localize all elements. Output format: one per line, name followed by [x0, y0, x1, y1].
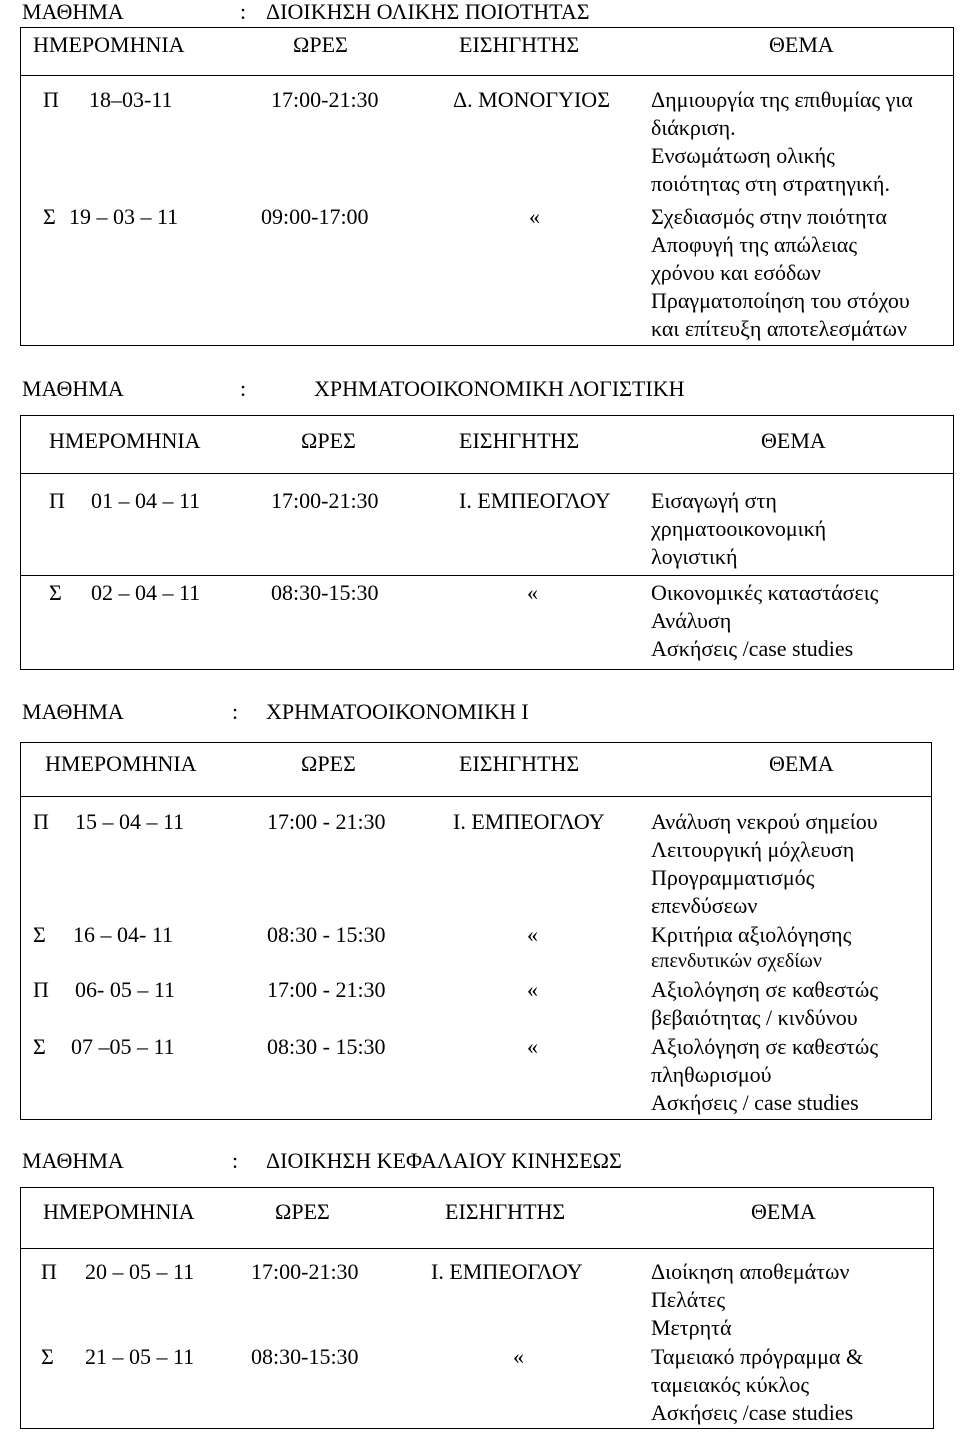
row-divider [21, 575, 953, 576]
lecturer-cell: « [513, 1344, 524, 1369]
header-topic: ΘΕΜΑ [769, 751, 834, 776]
header-divider [21, 796, 931, 797]
lecturer-cell: « [527, 922, 538, 947]
date-cell: 19 – 03 – 11 [69, 204, 179, 229]
lecturer-cell: « [527, 977, 538, 1002]
header-topic: ΘΕΜΑ [751, 1199, 816, 1224]
topic-line: επενδυτικών σχεδίων [651, 950, 822, 972]
course-colon: : [232, 699, 239, 724]
schedule-table [20, 1187, 934, 1429]
topic-cell [651, 808, 878, 920]
topic-line: Πελάτες [651, 1287, 726, 1312]
lecturer-cell: Δ. ΜΟΝΟΓΥΙΟΣ [453, 87, 610, 112]
topic-line: Ταμειακό πρόγραμμα & [651, 1344, 864, 1369]
lecturer-cell: « [527, 1034, 538, 1059]
topic-cell [651, 203, 910, 343]
date-cell: 20 – 05 – 11 [85, 1259, 195, 1284]
topic-line: Ανάλυση νεκρού σημείου [651, 809, 878, 834]
hours-cell: 17:00-21:30 [251, 1259, 359, 1284]
topic-line: χρηματοοικονομική [651, 516, 827, 541]
lecturer-cell: « [529, 204, 540, 229]
hours-cell: 09:00-17:00 [261, 204, 369, 229]
topic-line: ταμειακός κύκλος [651, 1372, 810, 1397]
day-cell: Σ [41, 1344, 54, 1369]
header-divider [21, 473, 953, 474]
header-date: ΗΜΕΡΟΜΗΝΙΑ [49, 428, 201, 453]
date-cell: 07 –05 – 11 [71, 1034, 175, 1059]
course-subject: ΧΡΗΜΑΤΟΟΙΚΟΝΟΜΙΚΗ ΛΟΓΙΣΤΙΚΗ [314, 376, 685, 401]
course-title [22, 698, 922, 726]
topic-line: επενδύσεων [651, 893, 758, 918]
header-topic: ΘΕΜΑ [761, 428, 826, 453]
date-cell: 16 – 04- 11 [73, 922, 174, 947]
header-date: ΗΜΕΡΟΜΗΝΙΑ [33, 32, 185, 57]
course-label: ΜΑΘΗΜΑ [22, 376, 124, 401]
topic-line: Λειτουργική μόχλευση [651, 837, 855, 862]
topic-line: Ασκήσεις /case studies [651, 636, 854, 661]
topic-cell [651, 487, 826, 571]
hours-cell: 08:30-15:30 [251, 1344, 359, 1369]
topic-line: Κριτήρια αξιολόγησης [651, 922, 852, 947]
date-cell: 15 – 04 – 11 [75, 809, 185, 834]
course-subject: ΔΙΟΙΚΗΣΗ ΟΛΙΚΗΣ ΠΟΙΟΤΗΤΑΣ [266, 0, 590, 24]
topic-cell [651, 86, 913, 198]
header-hours: ΩΡΕΣ [301, 428, 356, 453]
topic-line: Σχεδιασμός στην ποιότητα [651, 204, 887, 229]
topic-line: Ενσωμάτωση ολικής [651, 143, 835, 168]
topic-line: Αξιολόγηση σε καθεστώς [651, 1034, 879, 1059]
topic-line: και επίτευξη αποτελεσμάτων [651, 316, 907, 341]
topic-line: βεβαιότητας / κινδύνου [651, 1005, 858, 1030]
topic-line: Διοίκηση αποθεμάτων [651, 1259, 850, 1284]
course-label: ΜΑΘΗΜΑ [22, 699, 124, 724]
header-topic: ΘΕΜΑ [769, 32, 834, 57]
hours-cell: 17:00-21:30 [271, 488, 379, 513]
header-hours: ΩΡΕΣ [301, 751, 356, 776]
header-date: ΗΜΕΡΟΜΗΝΙΑ [45, 751, 197, 776]
schedule-table [20, 415, 954, 670]
course-title [22, 0, 922, 26]
course-title [22, 1147, 922, 1175]
topic-line: Ανάλυση [651, 608, 732, 633]
topic-line: Δημιουργία της επιθυμίας για [651, 87, 913, 112]
lecturer-cell: Ι. ΕΜΠΕΟΓΛΟΥ [453, 809, 605, 834]
header-lecturer: ΕΙΣΗΓΗΤΗΣ [445, 1199, 566, 1224]
day-cell: Π [33, 809, 49, 834]
day-cell: Π [43, 87, 59, 112]
topic-line: χρόνου και εσόδων [651, 260, 821, 285]
topic-cell [651, 1343, 863, 1427]
day-cell: Π [33, 977, 49, 1002]
course-subject: ΧΡΗΜΑΤΟΟΙΚΟΝΟΜΙΚΗ Ι [266, 699, 529, 724]
topic-line: Εισαγωγή στη [651, 488, 777, 513]
hours-cell: 08:30 - 15:30 [267, 1034, 386, 1059]
topic-line: πληθωρισμού [651, 1062, 772, 1087]
schedule-table [20, 27, 954, 346]
header-date: ΗΜΕΡΟΜΗΝΙΑ [43, 1199, 195, 1224]
header-divider [21, 75, 953, 76]
header-divider [21, 1248, 933, 1249]
date-cell: 02 – 04 – 11 [91, 580, 201, 605]
topic-line: Ασκήσεις /case studies [651, 1400, 854, 1425]
topic-cell [651, 976, 878, 1032]
table-header [21, 30, 953, 60]
topic-line: διάκριση. [651, 115, 736, 140]
lecturer-cell: « [527, 580, 538, 605]
day-cell: Σ [43, 204, 56, 229]
topic-cell [651, 579, 878, 663]
header-lecturer: ΕΙΣΗΓΗΤΗΣ [459, 751, 580, 776]
topic-cell [651, 1033, 878, 1117]
table-header [21, 1197, 933, 1227]
topic-line: ποιότητας στη στρατηγική. [651, 171, 890, 196]
course-colon: : [232, 1148, 239, 1173]
header-hours: ΩΡΕΣ [275, 1199, 330, 1224]
course-subject: ΔΙΟΙΚΗΣΗ ΚΕΦΑΛΑΙΟΥ ΚΙΝΗΣΕΩΣ [266, 1148, 622, 1173]
hours-cell: 17:00 - 21:30 [267, 809, 386, 834]
topic-line: Προγραμματισμός [651, 865, 815, 890]
table-header [21, 749, 931, 779]
topic-cell [651, 1258, 849, 1342]
day-cell: Π [49, 488, 65, 513]
table-header [21, 426, 953, 456]
topic-line: Πραγματοποίηση του στόχου [651, 288, 910, 313]
lecturer-cell: Ι. ΕΜΠΕΟΓΛΟΥ [459, 488, 611, 513]
topic-line: Μετρητά [651, 1315, 732, 1340]
course-title [22, 375, 922, 403]
hours-cell: 17:00-21:30 [271, 87, 379, 112]
hours-cell: 08:30-15:30 [271, 580, 379, 605]
day-cell: Σ [33, 1034, 46, 1059]
header-hours: ΩΡΕΣ [293, 32, 348, 57]
hours-cell: 08:30 - 15:30 [267, 922, 386, 947]
lecturer-cell: Ι. ΕΜΠΕΟΓΛΟΥ [431, 1259, 583, 1284]
date-cell: 01 – 04 – 11 [91, 488, 201, 513]
day-cell: Σ [49, 580, 62, 605]
topic-line: Ασκήσεις / case studies [651, 1090, 859, 1115]
topic-cell [651, 921, 851, 975]
course-colon: : [240, 0, 247, 24]
header-lecturer: ΕΙΣΗΓΗΤΗΣ [459, 428, 580, 453]
date-cell: 06- 05 – 11 [75, 977, 176, 1002]
topic-line: λογιστική [651, 544, 738, 569]
topic-line: Αξιολόγηση σε καθεστώς [651, 977, 879, 1002]
schedule-table [20, 742, 932, 1120]
topic-line: Αποφυγή της απώλειας [651, 232, 858, 257]
hours-cell: 17:00 - 21:30 [267, 977, 386, 1002]
date-cell: 21 – 05 – 11 [85, 1344, 195, 1369]
course-label: ΜΑΘΗΜΑ [22, 0, 124, 24]
header-lecturer: ΕΙΣΗΓΗΤΗΣ [459, 32, 580, 57]
course-label: ΜΑΘΗΜΑ [22, 1148, 124, 1173]
date-cell: 18–03-11 [89, 87, 173, 112]
course-colon: : [240, 376, 247, 401]
topic-line: Οικονομικές καταστάσεις [651, 580, 879, 605]
day-cell: Σ [33, 922, 46, 947]
day-cell: Π [41, 1259, 57, 1284]
